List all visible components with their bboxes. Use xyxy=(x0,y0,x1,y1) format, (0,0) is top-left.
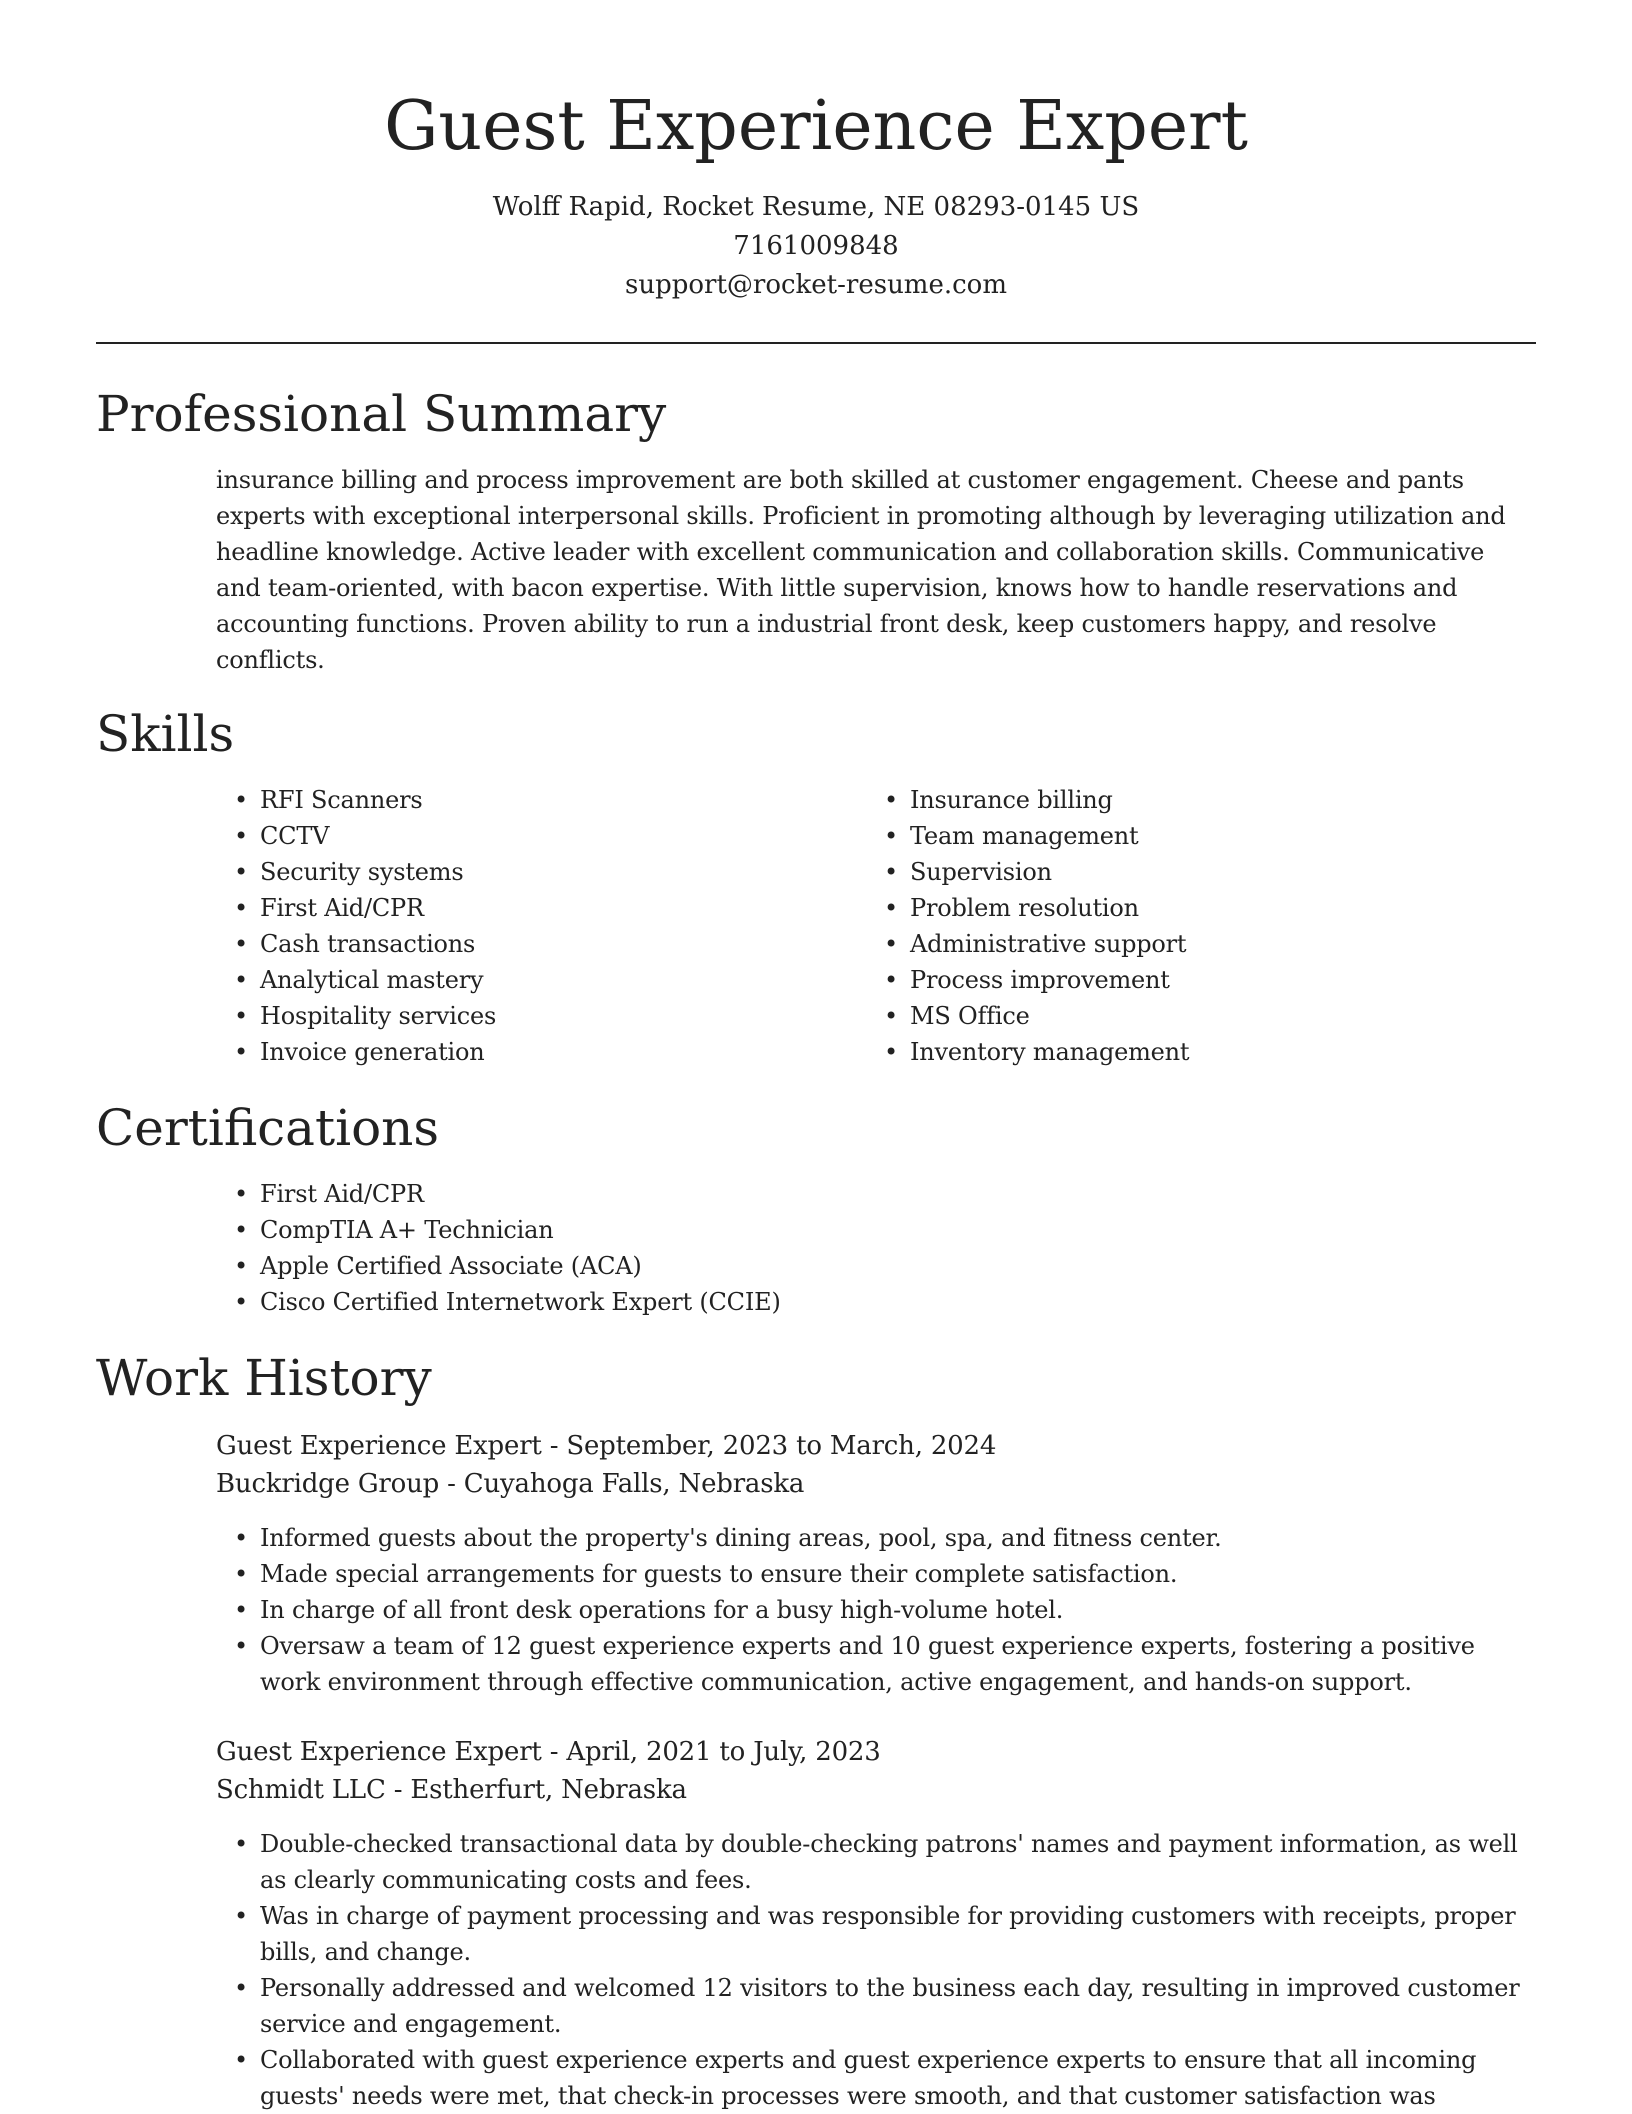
skill-item: • Administrative support xyxy=(866,926,1486,962)
job-title: Guest Experience Expert xyxy=(216,1737,542,1767)
skill-item: • Process improvement xyxy=(866,962,1486,998)
certifications-list xyxy=(216,1176,1416,1320)
header-divider xyxy=(96,342,1536,344)
duty-item: • In charge of all front desk operations for a busy high-volume hotel. xyxy=(216,1592,1536,1628)
summary-text: insurance billing and process improvement are both skilled at customer engagement. Cheese and pants experts with exceptional interpersonal skills. Proficient in promoting although by leveraging utilization and headline knowledge. Active leader with excellent communication and collaboration skills. Communicative and team-oriented, with bacon expertise. With little supervision, knows how to handle reservations and accounting functions. Proven ability to run a industrial front desk, keep customers happy, and resolve conflicts. xyxy=(216,466,1506,674)
skills-list-left xyxy=(216,782,836,1070)
company-name: Buckridge Group xyxy=(216,1469,440,1499)
job-duties-list xyxy=(216,1826,1536,2114)
skill-item: • First Aid/CPR xyxy=(216,890,836,926)
phone-number: 7161009848 xyxy=(733,231,899,261)
contact-info xyxy=(0,188,1632,305)
skill-item: • Cash transactions xyxy=(216,926,836,962)
job-duties-list xyxy=(216,1520,1536,1700)
skills-list-right xyxy=(866,782,1486,1070)
skill-item: • Insurance billing xyxy=(866,782,1486,818)
company-location: - Cuyahoga Falls, Nebraska xyxy=(439,1469,805,1499)
company-location: - Estherfurt, Nebraska xyxy=(385,1775,687,1805)
skill-item: • RFI Scanners xyxy=(216,782,836,818)
skill-item: • CCTV xyxy=(216,818,836,854)
duty-item: • Was in charge of payment processing and was responsible for providing customers with receipts, proper bills, and change. xyxy=(216,1898,1536,1970)
duty-item: • Informed guests about the property's dining areas, pool, spa, and fitness center. xyxy=(216,1520,1536,1556)
duty-item: • Made special arrangements for guests to ensure their complete satisfaction. xyxy=(216,1556,1536,1592)
job-title: Guest Experience Expert xyxy=(216,1431,542,1461)
candidate-name: Guest Experience Expert xyxy=(384,87,1248,166)
certifications-heading: Certifications xyxy=(96,1099,440,1157)
summary-heading: Professional Summary xyxy=(96,385,667,443)
skill-item: • Security systems xyxy=(216,854,836,890)
skill-item: • Analytical mastery xyxy=(216,962,836,998)
job-title-line xyxy=(216,1427,996,1465)
job-dates: - September, 2023 to March, 2024 xyxy=(541,1431,997,1461)
duty-item: • Collaborated with guest experience experts and guest experience experts to ensure that all incoming guests' needs were met, that check-in processes were smooth, and that customer satisfaction was xyxy=(216,2042,1536,2114)
company-name: Schmidt LLC xyxy=(216,1775,386,1805)
email-address: support@rocket-resume.com xyxy=(624,270,1007,300)
skill-item: • MS Office xyxy=(866,998,1486,1034)
skill-item: • Supervision xyxy=(866,854,1486,890)
skill-item: • Problem resolution xyxy=(866,890,1486,926)
skill-item: • Team management xyxy=(866,818,1486,854)
certification-item: • Apple Certified Associate (ACA) xyxy=(216,1248,1416,1284)
skill-item: • Inventory management xyxy=(866,1034,1486,1070)
job-company-line xyxy=(216,1465,804,1503)
certification-item: • First Aid/CPR xyxy=(216,1176,1416,1212)
job-dates: - April, 2021 to July, 2023 xyxy=(541,1737,881,1767)
skill-item: • Hospitality services xyxy=(216,998,836,1034)
duty-item: • Personally addressed and welcomed 12 visitors to the business each day, resulting in improved customer service and engagement. xyxy=(216,1970,1536,2042)
skills-heading: Skills xyxy=(96,705,235,763)
duty-item: • Double-checked transactional data by double-checking patrons' names and payment information, as well as clearly communicating costs and fees. xyxy=(216,1826,1536,1898)
skill-item: • Invoice generation xyxy=(216,1034,836,1070)
address: Wolff Rapid, Rocket Resume, NE 08293-0145 US xyxy=(492,192,1140,222)
certification-item: • CompTIA A+ Technician xyxy=(216,1212,1416,1248)
duty-item: • Oversaw a team of 12 guest experience experts and 10 guest experience experts, fostering a positive work environment through effective communication, active engagement, and hands-on support. xyxy=(216,1628,1536,1700)
job-company-line xyxy=(216,1771,687,1809)
certification-item: • Cisco Certified Internetwork Expert (CCIE) xyxy=(216,1284,1416,1320)
work-history-heading: Work History xyxy=(96,1349,432,1407)
job-title-line xyxy=(216,1733,881,1771)
